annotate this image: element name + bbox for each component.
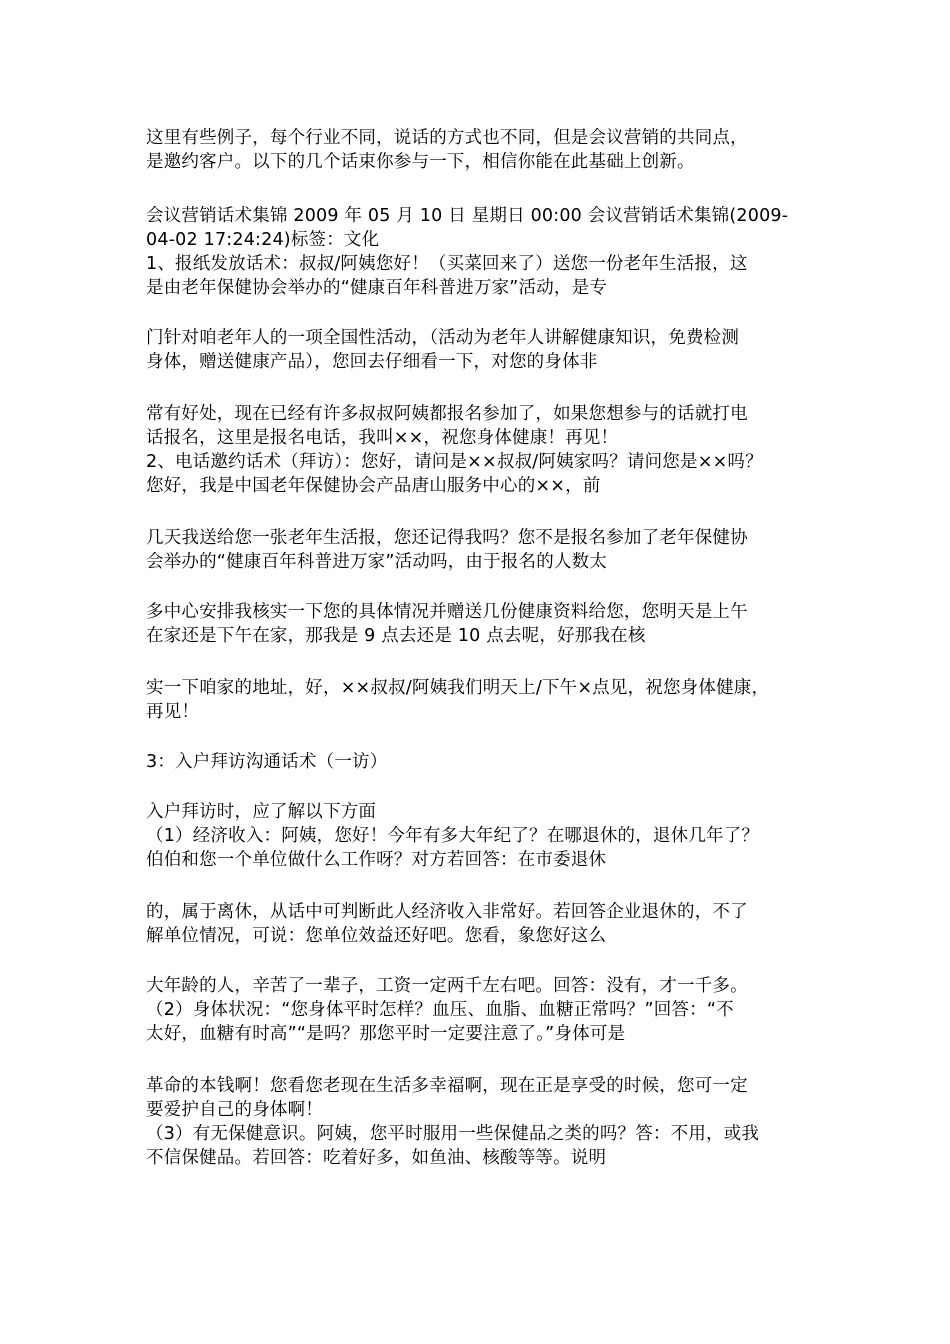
section-3-line: 不信保健品。若回答：吃着好多，如鱼油、核酸等等。说明 bbox=[146, 1148, 607, 1168]
section-1-line: 1、报纸发放话术：叔叔/阿姨您好！（买菜回来了）送您一份老年生活报，这 bbox=[146, 254, 748, 274]
section-2-line: 在家还是下午在家，那我是 9 点去还是 10 点去呢，好那我在核 bbox=[146, 626, 646, 646]
section-2-line: 多中心安排我核实一下您的具体情况并赠送几份健康资料给您，您明天是上午 bbox=[146, 602, 748, 622]
section-1-line: 是由老年保健协会举办的“健康百年科普进万家”活动，是专 bbox=[146, 278, 608, 298]
section-2-line: 会举办的“健康百年科普进万家”活动吗，由于报名的人数太 bbox=[146, 552, 608, 572]
section-3-line: 太好，血糖有时高”“是吗？那您平时一定要注意了。”身体可是 bbox=[146, 1024, 626, 1044]
section-3-line: 入户拜访时，应了解以下方面 bbox=[146, 802, 377, 822]
section-2-line: 几天我送给您一张老年生活报，您还记得我吗？您不是报名参加了老年保健协 bbox=[146, 528, 748, 548]
meta-title-line: 会议营销话术集锦 2009 年 05 月 10 日 星期日 00:00 会议营销话术集锦(2009- bbox=[146, 206, 789, 226]
section-1-line: 身体，赠送健康产品），您回去仔细看一下，对您的身体非 bbox=[146, 352, 598, 372]
paragraph-intro-line: 这里有些例子，每个行业不同，说话的方式也不同，但是会议营销的共同点， bbox=[146, 128, 748, 148]
section-3-line: 革命的本钱啊！您看您老现在生活多幸福啊，现在正是享受的时候，您可一定 bbox=[146, 1076, 748, 1096]
section-2-line: 再见！ bbox=[146, 702, 200, 722]
section-1-line: 门针对咱老年人的一项全国性活动，（活动为老年人讲解健康知识，免费检测 bbox=[146, 328, 740, 348]
section-3-line: （2）身体状况：“您身体平时怎样？血压、血脂、血糖正常吗？”回答：“不 bbox=[146, 1000, 734, 1020]
section-3-line: 大年龄的人，辛苦了一辈子，工资一定两千左右吧。回答：没有，才一千多。 bbox=[146, 976, 748, 996]
section-2-line: 2、电话邀约话术（拜访）：您好，请问是××叔叔/阿姨家吗？请问您是××吗？ bbox=[146, 452, 763, 472]
section-3-line: 伯伯和您一个单位做什么工作呀？对方若回答：在市委退休 bbox=[146, 850, 607, 870]
section-2-line: 您好，我是中国老年保健协会产品唐山服务中心的××，前 bbox=[146, 476, 601, 496]
section-2-line: 实一下咱家的地址，好，××叔叔/阿姨我们明天上/下午×点见，祝您身体健康， bbox=[146, 678, 770, 698]
section-3-line: 解单位情况，可说：您单位效益还好吧。您看，象您好这么 bbox=[146, 926, 607, 946]
section-1-line: 常有好处，现在已经有许多叔叔阿姨都报名参加了，如果您想参与的话就打电 bbox=[146, 404, 748, 424]
paragraph-intro-line: 是邀约客户。以下的几个话束你参与一下，相信你能在此基础上创新。 bbox=[146, 152, 695, 172]
section-3-line: （1）经济收入：阿姨，您好！今年有多大年纪了？在哪退休的，退休几年了？ bbox=[146, 826, 760, 846]
section-3-line: 要爱护自己的身体啊！ bbox=[146, 1100, 323, 1120]
section-3-heading: 3：入户拜访沟通话术（一访） bbox=[146, 752, 388, 772]
section-1-line: 话报名，这里是报名电话，我叫××，祝您身体健康！再见！ bbox=[146, 428, 619, 448]
section-3-line: 的，属于离休，从话中可判断此人经济收入非常好。若回答企业退休的，不了 bbox=[146, 902, 748, 922]
meta-title-line: 04-02 17:24:24)标签：文化 bbox=[146, 230, 380, 250]
section-3-line: （3）有无保健意识。阿姨，您平时服用一些保健品之类的吗？答：不用，或我 bbox=[146, 1124, 760, 1144]
